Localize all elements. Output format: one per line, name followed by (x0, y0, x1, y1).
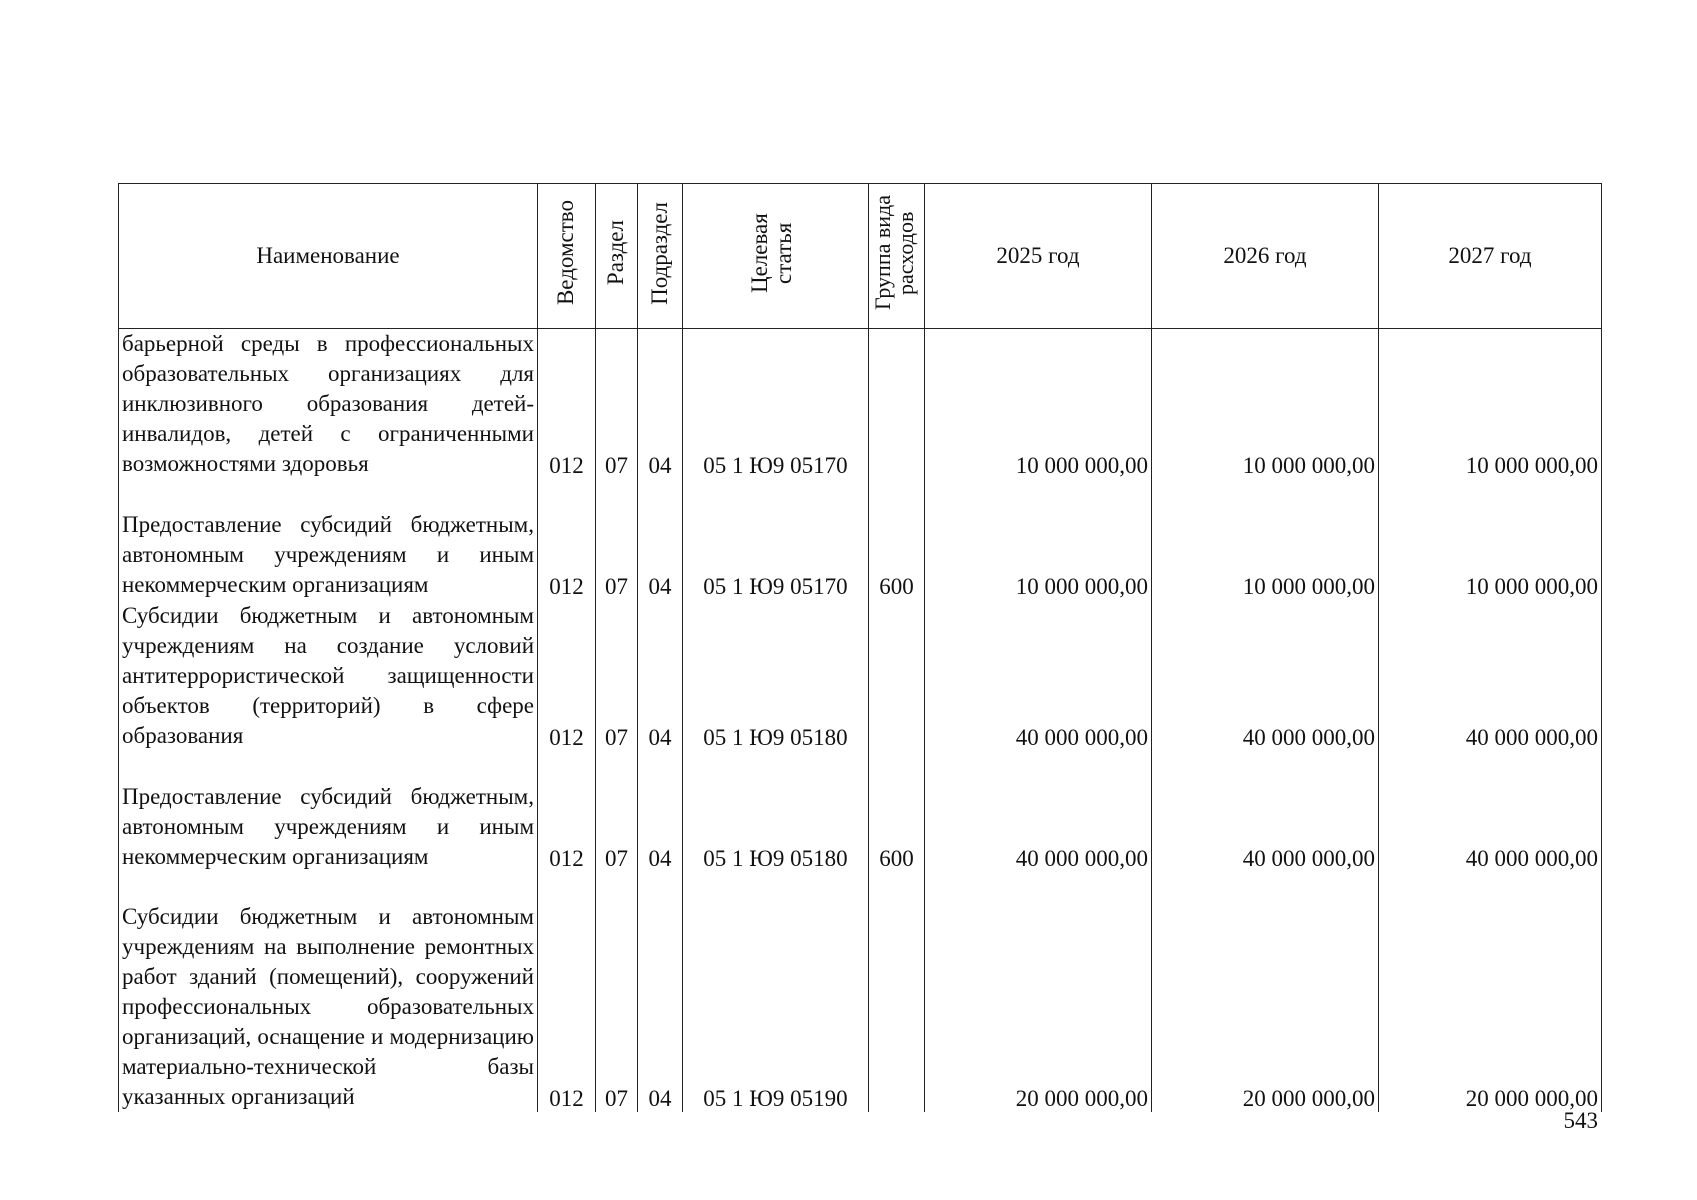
table-row (119, 751, 1602, 872)
row-podrazdel: 04 (638, 751, 683, 872)
row-amount-2025: 10 000 000,00 (925, 479, 1152, 600)
row-celevaya-statya: 05 1 Ю9 05180 (683, 600, 869, 751)
header-2027: 2027 год (1379, 184, 1602, 329)
row-vedomstvo: 012 (538, 872, 596, 1112)
row-amount-2027: 40 000 000,00 (1379, 600, 1602, 751)
row-podrazdel: 04 (638, 872, 683, 1112)
row-amount-2026: 10 000 000,00 (1152, 479, 1379, 600)
header-gruppa-vida-rashodov: Группа вида расходов (869, 184, 925, 329)
budget-table (118, 183, 1602, 1112)
header-podrazdel: Подраздел (638, 184, 683, 329)
row-razdel: 07 (596, 751, 638, 872)
row-amount-2025: 20 000 000,00 (925, 872, 1152, 1112)
row-gruppa (869, 329, 925, 480)
row-vedomstvo: 012 (538, 600, 596, 751)
row-vedomstvo: 012 (538, 479, 596, 600)
header-name: Наименование (119, 184, 538, 329)
row-amount-2025: 40 000 000,00 (925, 751, 1152, 872)
table-row (119, 872, 1602, 1112)
row-amount-2027: 10 000 000,00 (1379, 479, 1602, 600)
header-razdel: Раздел (596, 184, 638, 329)
row-amount-2027: 10 000 000,00 (1379, 329, 1602, 480)
row-vedomstvo: 012 (538, 751, 596, 872)
row-gruppa (869, 600, 925, 751)
page-number: 543 (1563, 1108, 1598, 1133)
row-gruppa (869, 872, 925, 1112)
row-razdel: 07 (596, 872, 638, 1112)
row-amount-2027: 20 000 000,00 (1379, 872, 1602, 1112)
row-name: Предоставление субсидий бюджетным, автономным учреждениям и иным некоммерческим организациям (119, 751, 538, 872)
row-celevaya-statya: 05 1 Ю9 05170 (683, 479, 869, 600)
header-2025: 2025 год (925, 184, 1152, 329)
table-row (119, 329, 1602, 480)
row-amount-2026: 10 000 000,00 (1152, 329, 1379, 480)
row-gruppa: 600 (869, 751, 925, 872)
row-amount-2026: 40 000 000,00 (1152, 751, 1379, 872)
table-row (119, 479, 1602, 600)
row-celevaya-statya: 05 1 Ю9 05190 (683, 872, 869, 1112)
row-name: Субсидии бюджетным и автономным учреждениям на создание условий антитеррористической защищенности объектов (территорий) в сфере образования (119, 600, 538, 751)
row-name: барьерной среды в профессиональных образовательных организациях для инклюзивного образования детей-инвалидов, детей с ограниченными возможностями здоровья (119, 329, 538, 480)
row-amount-2026: 40 000 000,00 (1152, 600, 1379, 751)
row-podrazdel: 04 (638, 600, 683, 751)
row-name: Субсидии бюджетным и автономным учреждениям на выполнение ремонтных работ зданий (помещений), сооружений профессиональных образовательных организаций, оснащение и модернизацию материально-технической базы указанных организаций (119, 872, 538, 1112)
row-amount-2025: 40 000 000,00 (925, 600, 1152, 751)
row-razdel: 07 (596, 329, 638, 480)
header-vedomstvo: Ведомство (538, 184, 596, 329)
row-podrazdel: 04 (638, 329, 683, 480)
row-razdel: 07 (596, 479, 638, 600)
row-amount-2027: 40 000 000,00 (1379, 751, 1602, 872)
table-row (119, 600, 1602, 751)
row-name: Предоставление субсидий бюджетным, автономным учреждениям и иным некоммерческим организациям (119, 479, 538, 600)
row-amount-2025: 10 000 000,00 (925, 329, 1152, 480)
row-amount-2026: 20 000 000,00 (1152, 872, 1379, 1112)
table-header-row (119, 184, 1602, 329)
header-celevaya-statya: Целевая статья (683, 184, 869, 329)
row-gruppa: 600 (869, 479, 925, 600)
row-razdel: 07 (596, 600, 638, 751)
header-2026: 2026 год (1152, 184, 1379, 329)
row-celevaya-statya: 05 1 Ю9 05170 (683, 329, 869, 480)
row-podrazdel: 04 (638, 479, 683, 600)
row-vedomstvo: 012 (538, 329, 596, 480)
row-celevaya-statya: 05 1 Ю9 05180 (683, 751, 869, 872)
